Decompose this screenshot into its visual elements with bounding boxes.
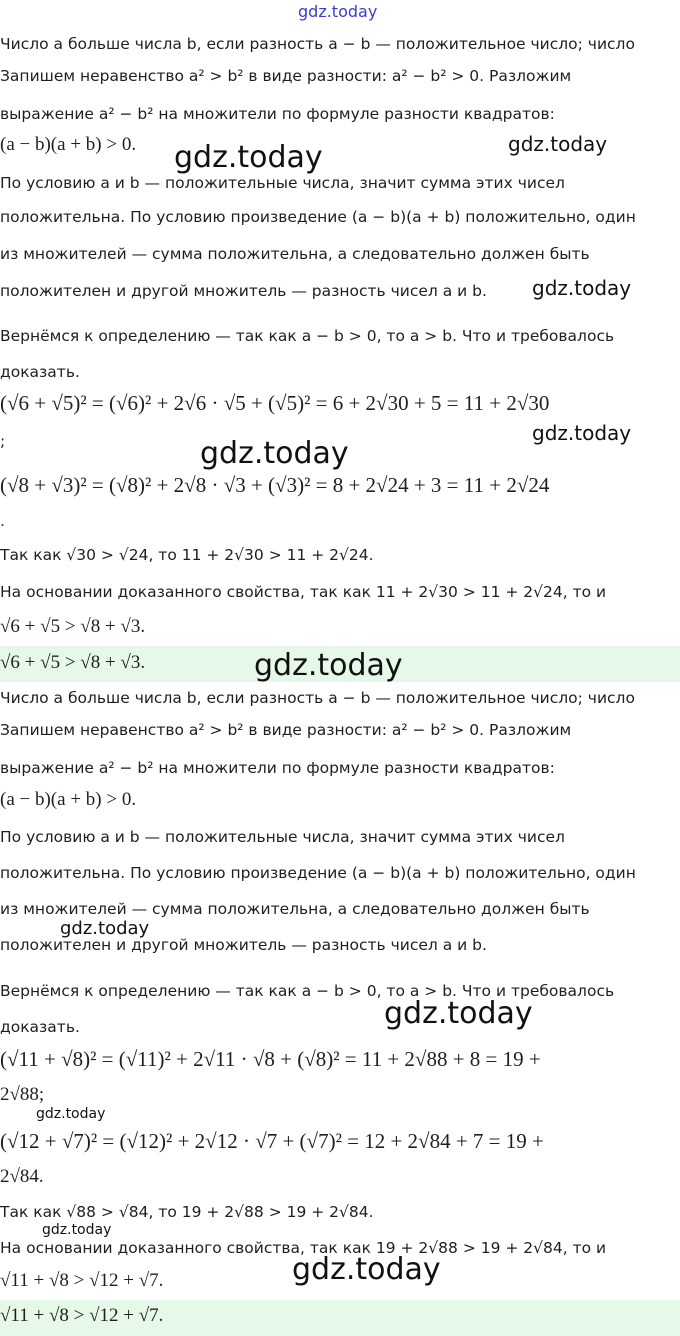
paragraph-line: Так как √88 > √84, то 19 + 2√88 > 19 + 2√84. <box>0 1203 374 1221</box>
paragraph-line: Число a больше числа b, если разность a − b — положительное число; число <box>0 35 635 53</box>
paragraph-line: По условию a и b — положительные числа, значит сумма этих чисел <box>0 174 565 192</box>
paragraph-line: По условию a и b — положительные числа, значит сумма этих чисел <box>0 828 565 846</box>
watermark: gdz.today <box>60 918 150 939</box>
watermark: gdz.today <box>42 1222 112 1238</box>
watermark: gdz.today <box>200 436 349 471</box>
watermark: gdz.today <box>508 132 608 156</box>
paragraph-line: На основании доказанного свойства, так как 19 + 2√88 > 19 + 2√84, то и <box>0 1239 607 1257</box>
paragraph-line: Вернёмся к определению — так как a − b > 0, то a > b. Что и требовалось <box>0 327 615 345</box>
paragraph-line: . <box>0 512 5 530</box>
paragraph-line: доказать. <box>0 363 80 381</box>
watermark: gdz.today <box>532 421 632 445</box>
math-line: (√12 + √7)² = (√12)² + 2√12 · √7 + (√7)² = 12 + 2√84 + 7 = 19 + <box>0 1129 544 1153</box>
paragraph-line: положительна. По условию произведение (a − b)(a + b) положительно, один <box>0 864 636 882</box>
math-line: √6 + √5 > √8 + √3. <box>0 616 146 637</box>
paragraph-line: Запишем неравенство a² > b² в виде разности: a² − b² > 0. Разложим <box>0 721 572 739</box>
watermark: gdz.today <box>532 276 632 300</box>
watermark: gdz.today <box>36 1106 106 1122</box>
watermark: gdz.today <box>384 996 533 1031</box>
math-line: (√8 + √3)² = (√8)² + 2√8 · √3 + (√3)² = 8 + 2√24 + 3 = 11 + 2√24 <box>0 473 550 497</box>
site-label: gdz.today <box>298 2 378 21</box>
watermark: gdz.today <box>174 140 323 175</box>
paragraph-line: из множителей — сумма положительна, а следовательно должен быть <box>0 900 590 918</box>
paragraph-line: положительна. По условию произведение (a − b)(a + b) положительно, один <box>0 208 636 226</box>
math-line: (√11 + √8)² = (√11)² + 2√11 · √8 + (√8)² = 11 + 2√88 + 8 = 19 + <box>0 1047 541 1071</box>
math-line: √11 + √8 > √12 + √7. <box>0 1270 164 1291</box>
paragraph-line: из множителей — сумма положительна, а следовательно должен быть <box>0 245 590 263</box>
paragraph-line: ; <box>0 432 6 450</box>
paragraph-line: положителен и другой множитель — разность чисел a и b. <box>0 282 487 300</box>
paragraph-line: доказать. <box>0 1018 80 1036</box>
math-line: 2√88; <box>0 1084 45 1105</box>
math-line: (a − b)(a + b) > 0. <box>0 134 137 155</box>
math-line: (a − b)(a + b) > 0. <box>0 789 137 810</box>
paragraph-line: Запишем неравенство a² > b² в виде разности: a² − b² > 0. Разложим <box>0 67 572 85</box>
paragraph-line: Так как √30 > √24, то 11 + 2√30 > 11 + 2√24. <box>0 546 374 564</box>
paragraph-line: положителен и другой множитель — разность чисел a и b. <box>0 936 487 954</box>
watermark: gdz.today <box>254 648 403 683</box>
paragraph-line: выражение a² − b² на множители по формуле разности квадратов: <box>0 105 555 123</box>
paragraph-line: выражение a² − b² на множители по формуле разности квадратов: <box>0 759 555 777</box>
paragraph-line: Вернёмся к определению — так как a − b > 0, то a > b. Что и требовалось <box>0 982 615 1000</box>
watermark: gdz.today <box>292 1252 441 1287</box>
paragraph-line: На основании доказанного свойства, так как 11 + 2√30 > 11 + 2√24, то и <box>0 583 607 601</box>
math-line: 2√84. <box>0 1166 44 1187</box>
math-line: (√6 + √5)² = (√6)² + 2√6 · √5 + (√5)² = 6 + 2√30 + 5 = 11 + 2√30 <box>0 391 550 415</box>
paragraph-line: Число a больше числа b, если разность a − b — положительное число; число <box>0 689 635 707</box>
answer-line: √6 + √5 > √8 + √3. <box>0 652 146 673</box>
answer-line: √11 + √8 > √12 + √7. <box>0 1305 164 1326</box>
